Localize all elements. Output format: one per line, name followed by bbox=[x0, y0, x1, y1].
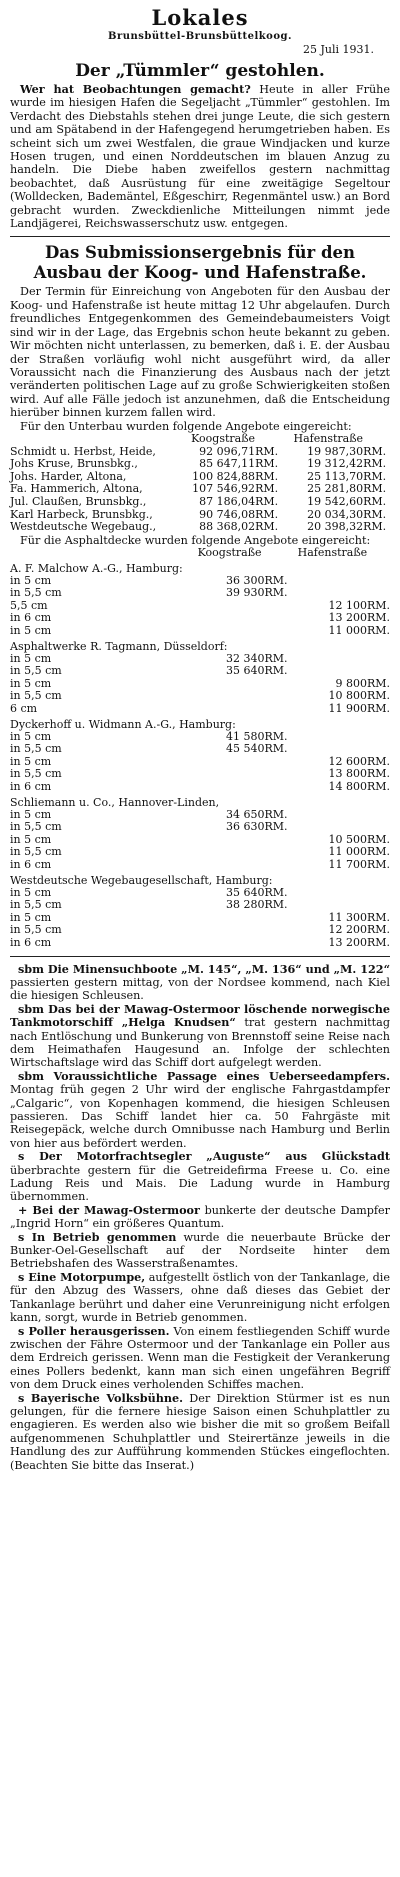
koog-amount: 36 630 bbox=[225, 820, 265, 834]
table-header-firm bbox=[10, 433, 180, 446]
thickness-label: in 6 cm bbox=[10, 611, 52, 625]
table-header-koog: Koogstraße bbox=[197, 546, 262, 560]
divider bbox=[10, 236, 390, 237]
news-lead: + Bei der Mawag-Ostermoor bbox=[18, 1202, 200, 1217]
article-body: Der Termin für Einreichung von Angeboten für den Ausbau der Koog- und Hafenstraße ist heute mittag 12 Uhr abgelaufen. Durch freundliches Entgegenkommen des Gemeindebaumeisters Voigt sind wir in der Lage, das Ergebnis schon heute bekannt zu geben. Wir möchten nicht unterlassen, zu bemerken, daß i. E. der Ausbau der Straßen vorläufig wohl nicht ausgeführt wird, da aller Voraussicht nach die Finanzierung des Ausbaus nach der jetzt veränderten politischen Lage auf zu große Schwierigkeiten stoßen wird. Auf alle Fälle jedoch ist anzunehmen, daß die Entscheidung hierüber binnen kurzem fallen wird. bbox=[10, 285, 390, 420]
koog-amount bbox=[192, 612, 264, 625]
news-text: überbrachte gestern für die Getreidefirma Freese u. Co. eine Ladung Reis und Mais. Die Ladung wurde in Hamburg übernommen. bbox=[10, 1163, 390, 1204]
thickness-label: 5,5 cm bbox=[10, 598, 48, 612]
thickness-label: in 5,5 cm bbox=[10, 586, 62, 600]
currency-label bbox=[264, 756, 294, 769]
koog-amount: 87 186,04 bbox=[199, 494, 256, 508]
currency-label bbox=[264, 612, 294, 625]
news-item bbox=[10, 1150, 390, 1204]
table-header-row bbox=[10, 433, 390, 446]
currency-label bbox=[367, 809, 390, 822]
asphalt-header bbox=[10, 547, 390, 560]
currency-label: RM. bbox=[255, 507, 279, 521]
hafen-amount: 11 000 bbox=[328, 624, 367, 638]
firm-name: Dyckerhoff u. Widmann A.-G., Hamburg: bbox=[10, 717, 236, 731]
asphalt-offers bbox=[10, 562, 390, 950]
currency-label: RM. bbox=[366, 935, 390, 949]
currency-label bbox=[264, 859, 294, 872]
currency-label: RM. bbox=[255, 482, 279, 496]
koog-amount: 39 930 bbox=[225, 586, 265, 600]
koog-amount: 88 368,02 bbox=[199, 520, 256, 534]
koog-amount: 85 647,11 bbox=[199, 457, 256, 471]
currency-label bbox=[264, 912, 294, 925]
news-item bbox=[10, 1003, 390, 1070]
hafen-amount: 19 542,60 bbox=[307, 494, 364, 508]
koog-amount bbox=[192, 924, 264, 937]
asphalt-table bbox=[10, 731, 390, 794]
thickness-label: in 6 cm bbox=[10, 780, 52, 793]
table-row bbox=[10, 575, 390, 588]
koog-amount: 45 540 bbox=[225, 742, 265, 756]
hafen-amount bbox=[295, 575, 367, 588]
currency-label: RM. bbox=[366, 689, 390, 703]
asphalt-table bbox=[10, 575, 390, 638]
hafen-amount: 9 800 bbox=[335, 676, 367, 690]
section-subtitle: Brunsbüttel-Brunsbüttelkoog. bbox=[108, 31, 292, 42]
asphalt-table bbox=[10, 887, 390, 950]
thickness-label: in 5,5 cm bbox=[10, 767, 62, 781]
hafen-amount: 25 281,80 bbox=[307, 482, 364, 496]
hafen-amount: 10 500 bbox=[328, 832, 367, 846]
firm-name: Fa. Hammerich, Altona, bbox=[10, 482, 143, 496]
hafen-amount bbox=[295, 587, 367, 600]
firm-name: Schliemann u. Co., Hannover-Linden, bbox=[10, 795, 220, 809]
currency-label: RM. bbox=[255, 494, 279, 508]
currency-label: RM. bbox=[264, 664, 288, 678]
koog-amount bbox=[192, 859, 264, 872]
news-lead: s Eine Motorpumpe, bbox=[18, 1269, 146, 1284]
koog-amount bbox=[192, 912, 264, 925]
currency-label bbox=[264, 781, 294, 794]
currency-label bbox=[264, 690, 294, 703]
thickness-label: in 5 cm bbox=[10, 651, 52, 665]
hafen-amount: 12 200 bbox=[328, 923, 367, 937]
thickness-label: in 5 cm bbox=[10, 573, 52, 587]
firm-name: Westdeutsche Wegebaugesellschaft, Hamburg: bbox=[10, 873, 273, 887]
currency-label: RM. bbox=[255, 444, 279, 458]
hafen-amount: 19 987,30 bbox=[307, 444, 364, 458]
table-row bbox=[10, 458, 390, 471]
thickness-label: in 5 cm bbox=[10, 624, 52, 638]
article-submission bbox=[10, 243, 390, 949]
currency-label: RM. bbox=[366, 754, 390, 768]
koog-amount bbox=[192, 846, 264, 859]
currency-label: RM. bbox=[366, 611, 390, 625]
table-row bbox=[10, 937, 390, 950]
hafen-amount bbox=[295, 899, 367, 912]
thickness-label: in 5,5 cm bbox=[10, 820, 62, 834]
news-lead: sbm Voraussichtliche Passage eines Ueberseedampfers. bbox=[18, 1068, 390, 1083]
article-headline: Der „Tümmler“ gestohlen. bbox=[75, 61, 325, 81]
hafen-amount: 10 800 bbox=[328, 689, 367, 703]
currency-label: RM. bbox=[366, 845, 390, 859]
firm-name: Westdeutsche Wegebaug., bbox=[10, 520, 157, 534]
unterbau-intro: Für den Unterbau wurden folgende Angebote eingereicht: bbox=[20, 419, 352, 433]
currency-label: RM. bbox=[363, 482, 387, 496]
currency-label: RM. bbox=[366, 676, 390, 690]
masthead bbox=[10, 6, 390, 43]
currency-label: RM. bbox=[363, 494, 387, 508]
currency-label: RM. bbox=[366, 857, 390, 871]
currency-label bbox=[264, 625, 294, 638]
currency-label: RM. bbox=[366, 923, 390, 937]
firm-name: Karl Harbeck, Brunsbkg., bbox=[10, 507, 153, 521]
currency-label bbox=[264, 937, 294, 950]
article-body bbox=[10, 83, 390, 230]
currency-label: RM. bbox=[264, 651, 288, 665]
koog-amount: 38 280 bbox=[225, 898, 265, 912]
thickness-label: in 6 cm bbox=[10, 857, 52, 871]
koog-amount: 90 746,08 bbox=[199, 507, 256, 521]
news-lead: s In Betrieb genommen bbox=[18, 1229, 177, 1244]
currency-label: RM. bbox=[255, 457, 279, 471]
news-text: wurde die neuerbaute Brücke der Bunker-Oel-Gesellschaft auf der Nordseite hinter dem Betriebshafen des Wasserstraßenamtes. bbox=[10, 1230, 391, 1271]
hafen-amount: 11 700 bbox=[328, 857, 367, 871]
asphalt-table bbox=[10, 809, 390, 872]
news-text: Montag früh gegen 2 Uhr wird der englische Fahrgastdampfer „Calgaric“, von Kopenhagen kommend, die hiesigen Schleusen passieren. Das Schiff landet hier ca. 50 Fahrgäste mit Reisegepäck, welche durch Omnibusse nach Hamburg und Berlin von hier aus befördert werden. bbox=[10, 1083, 390, 1150]
hafen-amount: 13 200 bbox=[328, 935, 367, 949]
koog-amount: 107 546,92 bbox=[192, 482, 256, 496]
thickness-label: in 5,5 cm bbox=[10, 742, 62, 756]
currency-label: RM. bbox=[363, 444, 387, 458]
currency-label bbox=[367, 653, 390, 666]
currency-label: RM. bbox=[264, 573, 288, 587]
hafen-amount: 13 200 bbox=[328, 611, 367, 625]
firm-name: Johs Kruse, Brunsbkg., bbox=[10, 457, 138, 471]
table-row bbox=[10, 899, 390, 912]
currency-label: RM. bbox=[363, 507, 387, 521]
currency-label bbox=[367, 743, 390, 756]
table-row bbox=[10, 496, 390, 509]
hafen-amount: 11 300 bbox=[328, 910, 367, 924]
divider bbox=[10, 956, 390, 957]
news-text: trat gestern nachmittag nach Entlöschung und Bunkerung von Brennstoff seine Reise nach dem Heimathafen Haugesund an. Infolge der schlechten Wirtschaftslage wird das Schiff dort aufgelegt werden. bbox=[10, 1016, 390, 1070]
currency-label bbox=[367, 587, 390, 600]
thickness-label: in 5 cm bbox=[10, 885, 52, 899]
currency-label bbox=[264, 600, 294, 613]
section-title: Lokales bbox=[151, 5, 249, 30]
table-row bbox=[10, 703, 390, 716]
currency-label: RM. bbox=[255, 469, 279, 483]
koog-amount bbox=[192, 600, 264, 613]
koog-amount: 35 640 bbox=[225, 885, 265, 899]
table-header-hafen: Hafenstraße bbox=[293, 431, 364, 445]
thickness-label: in 5,5 cm bbox=[10, 664, 62, 678]
news-item bbox=[10, 1392, 390, 1472]
asphalt-intro: Für die Asphaltdecke wurden folgende Angebote eingereicht: bbox=[20, 533, 371, 547]
koog-amount: 92 096,71 bbox=[199, 444, 256, 458]
table-row bbox=[10, 521, 390, 534]
table-row bbox=[10, 809, 390, 822]
news-text: Von einem festliegenden Schiff wurde zwischen der Fähre Ostermoor und der Tankanlage ein Poller aus dem Erdreich gerissen. Wenn man die Festigkeit der Verankerung eines Pollers bedenkt, kann man sich einen ungefähren Begriff von dem Druck eines verholenden Schiffes machen. bbox=[10, 1324, 390, 1392]
local-news bbox=[10, 963, 390, 1472]
currency-label: RM. bbox=[366, 832, 390, 846]
table-row bbox=[10, 625, 390, 638]
hafen-amount bbox=[295, 821, 367, 834]
currency-label bbox=[367, 887, 390, 900]
koog-amount bbox=[192, 937, 264, 950]
article-tuemmler bbox=[10, 61, 390, 230]
thickness-label: in 5,5 cm bbox=[10, 689, 62, 703]
currency-label: RM. bbox=[264, 742, 288, 756]
hafen-amount: 11 900 bbox=[328, 702, 367, 716]
currency-label: RM. bbox=[366, 767, 390, 781]
currency-label bbox=[367, 899, 390, 912]
hafen-amount bbox=[295, 887, 367, 900]
thickness-label: in 6 cm bbox=[10, 935, 52, 949]
thickness-label: 6 cm bbox=[10, 702, 38, 716]
hafen-amount bbox=[295, 731, 367, 744]
table-header-hafen: Hafenstraße bbox=[297, 546, 368, 560]
news-item bbox=[10, 1070, 390, 1150]
hafen-amount: 12 100 bbox=[328, 598, 367, 612]
currency-label: RM. bbox=[366, 910, 390, 924]
currency-label bbox=[264, 768, 294, 781]
hafen-amount: 25 113,70 bbox=[307, 469, 364, 483]
currency-label: RM. bbox=[366, 598, 390, 612]
thickness-label: in 5,5 cm bbox=[10, 898, 62, 912]
news-item bbox=[10, 963, 390, 1003]
thickness-label: in 5 cm bbox=[10, 729, 52, 743]
koog-amount bbox=[192, 678, 264, 691]
table-header-row bbox=[10, 547, 390, 560]
hafen-amount: 14 800 bbox=[328, 780, 367, 793]
issue-date: 25 Juli 1931. bbox=[302, 43, 374, 56]
firm-name: Asphaltwerke R. Tagmann, Düsseldorf: bbox=[10, 639, 228, 653]
article-lead: Wer hat Beobachtungen gemacht? bbox=[20, 82, 251, 96]
currency-label: RM. bbox=[255, 520, 279, 534]
news-item bbox=[10, 1325, 390, 1392]
currency-label bbox=[367, 665, 390, 678]
table-row bbox=[10, 781, 390, 794]
table-row bbox=[10, 653, 390, 666]
table-row bbox=[10, 665, 390, 678]
thickness-label: in 5 cm bbox=[10, 807, 52, 821]
koog-amount: 100 824,88 bbox=[192, 469, 256, 483]
currency-label bbox=[367, 731, 390, 744]
article-text: Heute in aller Frühe wurde im hiesigen Hafen die Segeljacht „Tümmler“ gestohlen. Im Verdacht des Diebstahls stehen drei junge Leute, die sich gestern und am Spätabend in der Hafengegend herumgetrieben haben. Es scheint sich um zwei Westfalen, die graue Windjacken und kurze Hosen trugen, und einen Norddeutschen im blauen Anzug zu handeln. Die Diebe haben zweifellos gestern nachmittag beobachtet, daß Ausrüstung für eine zweitägige Segeltour (Wolldecken, Bademäntel, Eßgeschirr, Regenmäntel usw.) an Bord gebracht wurden. Zweckdienliche Mitteilungen nimmt jede Landjägerei, Reichswasserschutz usw. entgegen. bbox=[10, 83, 391, 231]
news-lead: s Der Motorfrachtsegler „Auguste“ aus Glückstadt bbox=[18, 1149, 390, 1164]
currency-label: RM. bbox=[264, 586, 288, 600]
thickness-label: in 5 cm bbox=[10, 754, 52, 768]
currency-label: RM. bbox=[264, 820, 288, 834]
thickness-label: in 5 cm bbox=[10, 910, 52, 924]
koog-amount bbox=[192, 756, 264, 769]
news-lead: sbm Das bei der Mawag-Ostermoor löschende norwegische Tankmotorschiff „Helga Knudsen“ bbox=[10, 1001, 390, 1030]
currency-label bbox=[367, 821, 390, 834]
koog-amount bbox=[192, 834, 264, 847]
thickness-label: in 5 cm bbox=[10, 676, 52, 690]
news-item bbox=[10, 1204, 390, 1231]
koog-amount bbox=[192, 690, 264, 703]
currency-label: RM. bbox=[264, 885, 288, 899]
news-text: Der Direktion Stürmer ist es nun gelungen, für die fernere hiesige Saison einen Schuhplattler zu engagieren. Es werden also wie bisher die mit so großem Beifall aufgenommenen Schuhplattler und Steirertänze jeweils in die Handlung des zur Aufführung kommenden Stückes eingeflochten. (Beachten Sie bitte das Inserat.) bbox=[10, 1391, 390, 1472]
currency-label: RM. bbox=[366, 780, 390, 793]
currency-label bbox=[264, 846, 294, 859]
table-row bbox=[10, 743, 390, 756]
currency-label bbox=[264, 703, 294, 716]
news-lead: s Poller herausgerissen. bbox=[18, 1323, 170, 1338]
hafen-amount bbox=[295, 665, 367, 678]
table-row bbox=[10, 587, 390, 600]
hafen-amount: 12 600 bbox=[328, 754, 367, 768]
currency-label bbox=[264, 834, 294, 847]
unterbau-table bbox=[10, 433, 390, 534]
table-row bbox=[10, 887, 390, 900]
table-row bbox=[10, 859, 390, 872]
thickness-label: in 5 cm bbox=[10, 832, 52, 846]
koog-amount bbox=[192, 781, 264, 794]
koog-amount bbox=[192, 768, 264, 781]
table-row bbox=[10, 731, 390, 744]
thickness-label: in 5,5 cm bbox=[10, 923, 62, 937]
table-row bbox=[10, 821, 390, 834]
asphalt-table bbox=[10, 653, 390, 716]
table-header-koog: Koogstraße bbox=[191, 431, 256, 445]
hafen-amount: 20 034,30 bbox=[307, 507, 364, 521]
thickness-label: in 5,5 cm bbox=[10, 845, 62, 859]
currency-label: RM. bbox=[366, 624, 390, 638]
hafen-amount: 13 800 bbox=[328, 767, 367, 781]
article-headline: Das Submissionsergebnis für den Ausbau der Koog- und Hafenstraße. bbox=[33, 243, 367, 283]
news-text: bunkerte der deutsche Dampfer „Ingrid Horn“ ein größeres Quantum. bbox=[10, 1203, 390, 1231]
koog-amount bbox=[192, 703, 264, 716]
currency-label bbox=[264, 678, 294, 691]
currency-label: RM. bbox=[363, 457, 387, 471]
hafen-amount bbox=[295, 743, 367, 756]
currency-label: RM. bbox=[264, 898, 288, 912]
firm-name: A. F. Malchow A.-G., Hamburg: bbox=[10, 561, 183, 575]
currency-label: RM. bbox=[366, 702, 390, 716]
currency-label: RM. bbox=[363, 520, 387, 534]
currency-label: RM. bbox=[264, 807, 288, 821]
koog-amount: 35 640 bbox=[225, 664, 265, 678]
news-item bbox=[10, 1271, 390, 1325]
koog-amount: 34 650 bbox=[225, 807, 265, 821]
currency-label bbox=[367, 575, 390, 588]
news-text: aufgestellt östlich von der Tankanlage, die für den Abzug des Wassers, ohne daß dieses das Gebiet der Tankanlage berührt und daher eine Verunreinigung nicht erfolgen kann, sorgt, wurde in Betrieb genommen. bbox=[10, 1270, 390, 1325]
currency-label: RM. bbox=[363, 469, 387, 483]
firm-name: Jul. Claußen, Brunsbkg., bbox=[10, 494, 147, 508]
hafen-amount bbox=[295, 653, 367, 666]
hafen-amount: 20 398,32 bbox=[307, 520, 364, 534]
news-lead: sbm Die Minensuchboote „M. 145“, „M. 136“ und „M. 122“ bbox=[18, 961, 391, 976]
currency-label bbox=[264, 924, 294, 937]
koog-amount bbox=[192, 625, 264, 638]
news-item bbox=[10, 1231, 390, 1271]
koog-amount: 36 300 bbox=[225, 573, 265, 587]
news-lead: s Bayerische Volksbühne. bbox=[18, 1390, 184, 1405]
firm-name: Schmidt u. Herbst, Heide, bbox=[10, 444, 156, 458]
hafen-amount bbox=[295, 809, 367, 822]
currency-label: RM. bbox=[264, 729, 288, 743]
hafen-amount: 19 312,42 bbox=[307, 457, 364, 471]
koog-amount: 32 340 bbox=[225, 651, 265, 665]
news-text: passierten gestern mittag, von der Nordsee kommend, nach Kiel die hiesigen Schleusen. bbox=[10, 975, 390, 1003]
firm-name: Johs. Harder, Altona, bbox=[10, 469, 127, 483]
hafen-amount: 11 000 bbox=[328, 845, 367, 859]
koog-amount: 41 580 bbox=[225, 729, 265, 743]
